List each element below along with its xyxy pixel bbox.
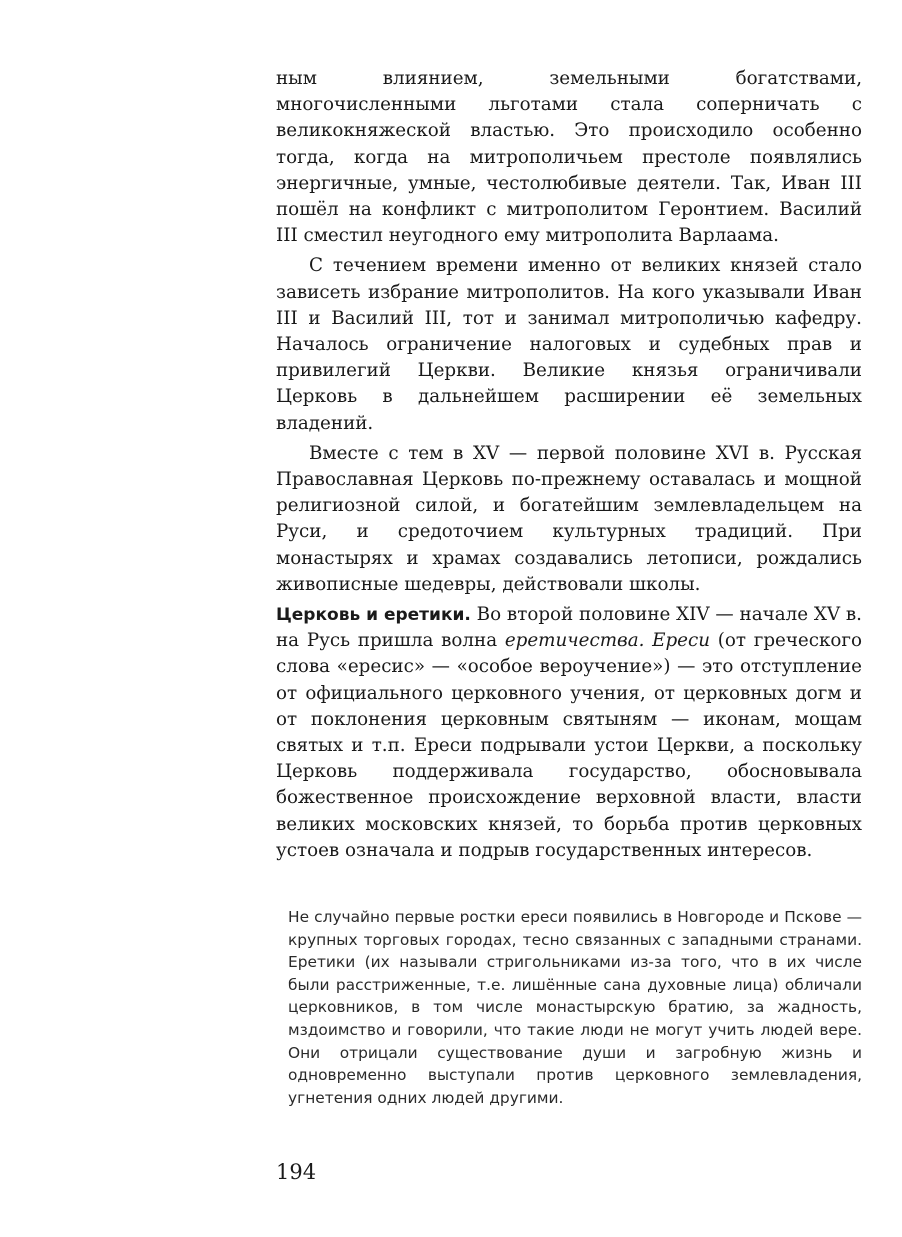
page-number: 194 [276, 1160, 317, 1184]
note-text: Не случайно первые ростки ереси появились в Новгороде и Пскове — крупных торговых городах, тесно связанных с западными странами. Еретики (их называли стригольниками из-за того, что в их числе были расстриженные, т.е. лишённые сана духовные лица) обличали церковников, в том числе монастырскую братию, за жадность, мздоимство и говорили, что такие люди не могут учить людей вере. Они отрицали существование души и загробную жизнь и одновременно выступали против церковного землевладения, угнетения одних людей другими. [288, 908, 862, 1107]
paragraph-2: С течением времени именно от великих князей стало зависеть избрание митрополитов. На кого указывали Иван III и Василий III, тот и занимал митрополичью кафедру. Началось ограничение налоговых и судебных прав и привилегий Церкви. Великие князья ограничивали Церковь в дальнейшем расширении её земельных владений. [276, 255, 862, 434]
section-heading: Церковь и еретики. [276, 605, 471, 626]
paragraph-1: ным влиянием, земельными богатствами, многочисленными льготами стала соперничать с великокняжеской властью. Это происходило особенно тогда, когда на митрополичьем престоле появлялись энергичные, умные, честолюбивые деятели. Так, Иван III пошёл на конфликт с митрополитом Геронтием. Василий III сместил неугодного ему митрополита Варлаама. [276, 68, 862, 247]
paragraph-3: Вместе с тем в XV — первой половине XVI в. Русская Православная Церковь по-прежнему оставалась и мощной религиозной силой, и богатейшим землевладельцем на Руси, и средоточием культурных традиций. При монастырях и храмах создавались летописи, рождались живописные шедевры, действовали школы. [276, 442, 862, 595]
section-text-2: (от греческого слова «ересис» — «особое вероучение») — это отступление от официального церковного учения, от церковных догм и от поклонения церковным святыням — иконам, мощам святых и т.п. Ереси подрывали устои Церкви, а поскольку Церковь поддерживала государство, обосновывала божественное происхождение верховной власти, власти великих московских князей, то борьба против церковных устоев означала и подрыв государственных интересов. [276, 630, 863, 861]
section-text-1: Во второй половине XIV — начале XV в. на Русь пришла волна [276, 604, 862, 652]
section-term: еретичества. Ереси [504, 630, 711, 652]
main-text [276, 66, 862, 864]
section-paragraph [276, 602, 862, 864]
note-block [288, 906, 862, 1109]
